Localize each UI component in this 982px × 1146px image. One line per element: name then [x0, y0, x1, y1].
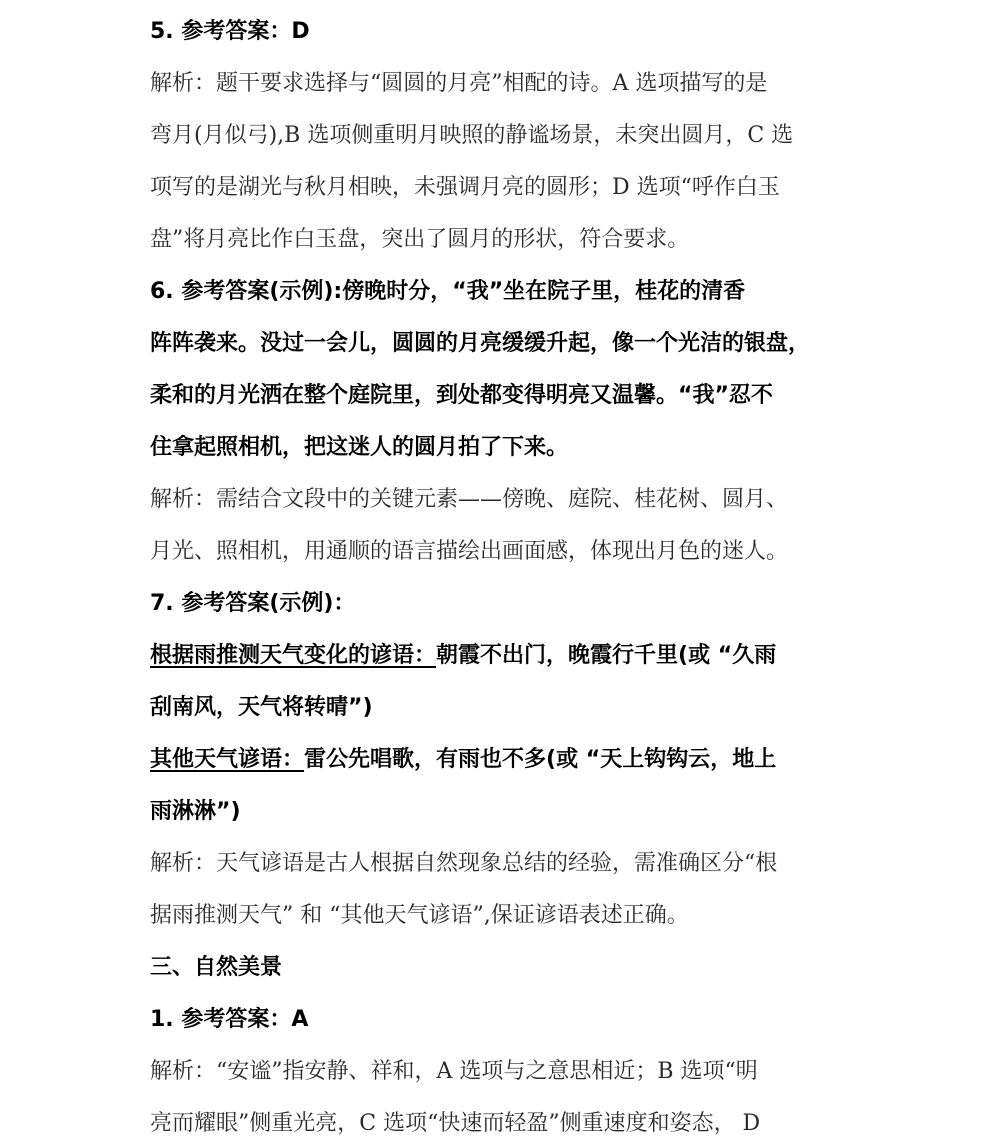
analysis-7-line-1: 解析：天气谚语是古人根据自然现象总结的经验，需准确区分“根 [150, 851, 778, 876]
other-proverb-text: 雷公先唱歌，有雨也不多(或 “天上钩钩云，地上 [304, 747, 777, 772]
answer-6-line-4: 住拿起照相机，把这迷人的圆月拍了下来。 [150, 435, 569, 460]
answer-7-other-proverb-cont: 雨淋淋”) [150, 799, 241, 824]
rain-proverb-label: 根据雨推测天气变化的谚语： [150, 643, 437, 668]
answer-6-line-1: 6. 参考答案(示例):傍晚时分，“我”坐在院子里，桂花的清香 [150, 279, 746, 304]
analysis-5-line-3: 项写的是湖光与秋月相映，未强调月亮的圆形；D 选项“呼作白玉 [150, 175, 780, 200]
answer-6-line-2: 阵阵袭来。没过一会儿，圆圆的月亮缓缓升起，像一个光洁的银盘， [150, 331, 811, 356]
other-proverb-label: 其他天气谚语： [150, 747, 305, 772]
section-3-analysis-1-line-1: 解析：“安谧”指安静、祥和，A 选项与之意思相近；B 选项“明 [150, 1059, 758, 1084]
section-3-answer-1-heading: 1. 参考答案：A [150, 1007, 309, 1032]
rain-proverb-text: 朝霞不出门，晚霞行千里(或 “久雨 [436, 643, 777, 668]
analysis-5-line-4: 盘”将月亮比作白玉盘，突出了圆月的形状，符合要求。 [150, 227, 690, 252]
answer-7-heading: 7. 参考答案(示例)： [150, 591, 356, 616]
analysis-6-line-2: 月光、照相机，用通顺的语言描绘出画面感，体现出月色的迷人。 [150, 539, 789, 564]
analysis-5-line-2: 弯月(月似弓),B 选项侧重明月映照的静谧场景，未突出圆月，C 选 [150, 123, 794, 148]
analysis-5-line-1: 解析：题干要求选择与“圆圆的月亮”相配的诗。A 选项描写的是 [150, 71, 768, 96]
answer-7-rain-proverb-cont: 刮南风，天气将转晴”) [150, 695, 373, 720]
answer-7-other-proverb [150, 740, 850, 780]
section-3-analysis-1-line-2: 亮而耀眼”侧重光亮，C 选项“快速而轻盈”侧重速度和姿态， D [150, 1111, 761, 1136]
analysis-7-line-2: 据雨推测天气” 和 “其他天气谚语”,保证谚语表述正确。 [150, 903, 689, 928]
answer-6-line-3: 柔和的月光洒在整个庭院里，到处都变得明亮又温馨。“我”忍不 [150, 383, 773, 408]
answer-7-rain-proverb [150, 636, 850, 676]
section-3-heading: 三、自然美景 [150, 955, 283, 980]
answer-5-heading: 5. 参考答案：D [150, 19, 310, 44]
analysis-6-line-1: 解析：需结合文段中的关键元素——傍晚、庭院、桂花树、圆月、 [150, 487, 789, 512]
